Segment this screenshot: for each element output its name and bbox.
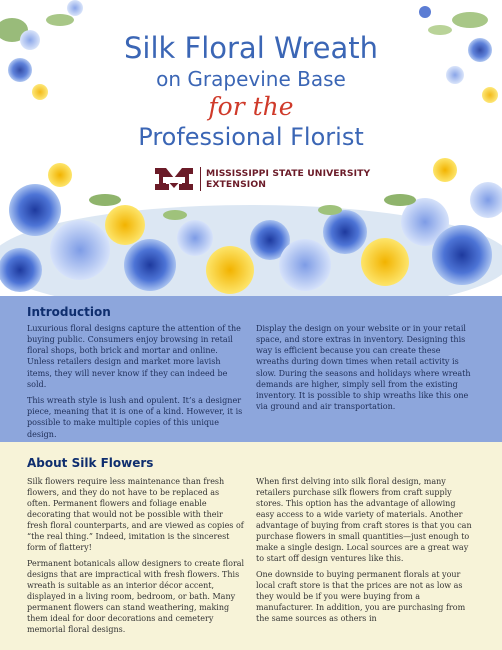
title-block: [0, 30, 502, 152]
about-heading: About Silk Flowers: [27, 456, 154, 470]
page-subtitle: on Grapevine Base: [156, 67, 346, 91]
paragraph: Permanent botanicals allow designers to create floral designs that are impractical with fresh flowers. This wreath is suitable as an interior décor accent, displayed in a living room, bedroom, or bath. Many permanent flowers can stand weathering, making them ideal for door decorations and cemetery memorial floral designs.: [27, 558, 245, 634]
paragraph: One downside to buying permanent florals at your local craft store is that the prices are not as low as they would be if you were buying from a manufacturer. In addition, you are purchasing from the same sources as others in: [256, 569, 466, 623]
about-silk-flowers-section: [0, 442, 502, 650]
logo-university-name: MISSISSIPPI STATE UNIVERSITY: [206, 168, 371, 179]
hero-banner: [0, 0, 502, 296]
logo-text: [206, 168, 370, 190]
introduction-heading: Introduction: [27, 305, 111, 319]
msu-extension-logo: [154, 166, 370, 192]
logo-divider: [200, 167, 201, 191]
msu-m-logo-icon: [154, 166, 194, 192]
paragraph: When first delving into silk floral design, many retailers purchase silk flowers from craft supply stores. This option has the advantage of allowing easy access to a wide variety of materials. Another advantage of buying from craft stores is that you can purchase flowers in small quantities—just enough to make a single design. Local sources are a great way to start off design ventures like this.: [256, 477, 472, 563]
paragraph: Luxurious floral designs capture the attention of the buying public. Consumers enjoy browsing in retail floral shops, both brick and mortar and online. Unless retailers design and market more lavish items, they will never know if they can indeed be sold.: [27, 324, 241, 389]
paragraph: Silk flowers require less maintenance than fresh flowers, and they do not have to be replaced as often. Permanent flowers and foliage enable decorating that would not be possible with their fresh floral counterparts, and are viewed as copies of “the real thing.” Indeed, imitation is the sincerest form of flattery!: [27, 477, 244, 552]
introduction-section: [0, 296, 502, 442]
page-title: Silk Floral Wreath: [123, 31, 378, 65]
about-right-column: [256, 477, 472, 630]
paragraph: This wreath style is lush and opulent. It’s a designer piece, meaning that it is one of a kind. However, it is possible to make multiple copies of this unique design.: [27, 396, 243, 439]
introduction-right-column: [256, 323, 472, 417]
script-subtitle: for the: [208, 92, 294, 121]
audience-title: Professional Florist: [138, 123, 364, 151]
about-left-column: [27, 477, 245, 641]
introduction-left-column: [27, 323, 245, 445]
logo-extension-name: EXTENSION: [206, 179, 267, 190]
paragraph: Display the design on your website or in your retail space, and store extras in inventory. Designing this way is efficient because you can create these wreaths during down times when retail activity is slow. During the seasons and holidays where wreath demands are higher, simply sell from the existing inventory. It is possible to ship wreaths like this one via ground and air transportation.: [256, 324, 471, 412]
